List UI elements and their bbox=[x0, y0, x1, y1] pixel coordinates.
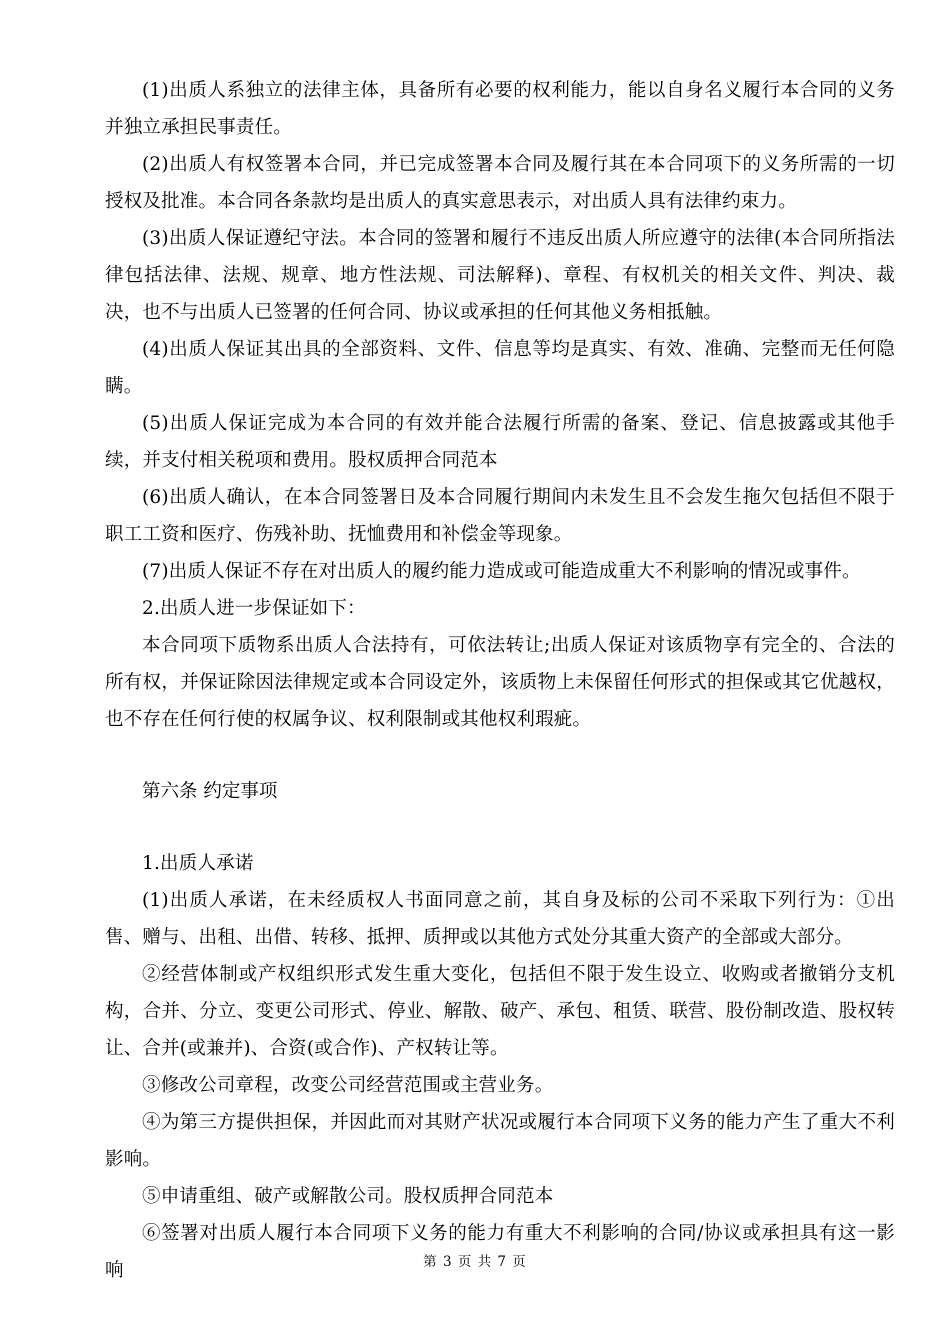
clause-paragraph: (4)出质人保证其出具的全部资料、文件、信息等均是真实、有效、准确、完整而无任何隐瞒。 bbox=[105, 339, 895, 397]
clause-paragraph: ④为第三方提供担保，并因此而对其财产状况或履行本合同项下义务的能力产生了重大不利影响。 bbox=[105, 1112, 895, 1170]
clause-paragraph: (2)出质人有权签署本合同，并已完成签署本合同及履行其在本合同项下的义务所需的一切授权及批准。本合同各条款均是出质人的真实意思表示，对出质人具有法律约束力。 bbox=[105, 154, 895, 212]
clause-paragraph: (7)出质人保证不存在对出质人的履约能力造成或可能造成重大不利影响的情况或事件。 bbox=[142, 561, 861, 582]
clause-paragraph: (1)出质人承诺，在未经质权人书面同意之前，其自身及标的公司不采取下列行为：①出售、赠与、出租、出借、转移、抵押、质押或以其他方式处分其重大资产的全部或大部分。 bbox=[105, 890, 895, 948]
clause-paragraph: 1.出质人承诺 bbox=[142, 853, 254, 874]
clause-paragraph: (3)出质人保证遵纪守法。本合同的签署和履行不违反出质人所应遵守的法律(本合同所指法律包括法律、法规、规章、地方性法规、司法解释)、章程、有权机关的相关文件、判决、裁决，也不与出质人已签署的任何合同、协议或承担的任何其他义务相抵触。 bbox=[105, 228, 895, 323]
clause-paragraph: 2.出质人进一步保证如下： bbox=[142, 598, 366, 619]
clause-paragraph: ③修改公司章程，改变公司经营范围或主营业务。 bbox=[142, 1075, 554, 1096]
clause-paragraph: ⑤申请重组、破产或解散公司。股权质押合同范本 bbox=[142, 1186, 554, 1207]
clause-paragraph: 本合同项下质物系出质人合法持有，可依法转让;出质人保证对该质物享有完全的、合法的所有权，并保证除因法律规定或本合同设定外，该质物上未保留任何形式的担保或其它优越权，也不存在任何行使的权属争议、权利限制或其他权利瑕疵。 bbox=[105, 635, 895, 730]
document-body bbox=[105, 72, 895, 1289]
clause-paragraph: (6)出质人确认，在本合同签署日及本合同履行期间内未发生且不会发生拖欠包括但不限于职工工资和医疗、伤残补助、抚恤费用和补偿金等现象。 bbox=[105, 487, 895, 545]
clause-paragraph: (5)出质人保证完成为本合同的有效并能合法履行所需的备案、登记、信息披露或其他手续，并支付相关税项和费用。股权质押合同范本 bbox=[105, 413, 895, 471]
section-heading: 第六条 约定事项 bbox=[142, 781, 278, 802]
clause-paragraph: (1)出质人系独立的法律主体，具备所有必要的权利能力，能以自身名义履行本合同的义务并独立承担民事责任。 bbox=[105, 80, 895, 138]
clause-paragraph: ②经营体制或产权组织形式发生重大变化，包括但不限于发生设立、收购或者撤销分支机构，合并、分立、变更公司形式、停业、解散、破产、承包、租赁、联营、股份制改造、股权转让、合并(或兼并)、合资(或合作)、产权转让等。 bbox=[105, 964, 895, 1059]
page-footer: 第 3 页 共 7 页 bbox=[423, 1254, 527, 1270]
clause-paragraph: ⑥签署对出质人履行本合同项下义务的能力有重大不利影响的合同/协议或承担具有这一影响 bbox=[105, 1223, 895, 1281]
